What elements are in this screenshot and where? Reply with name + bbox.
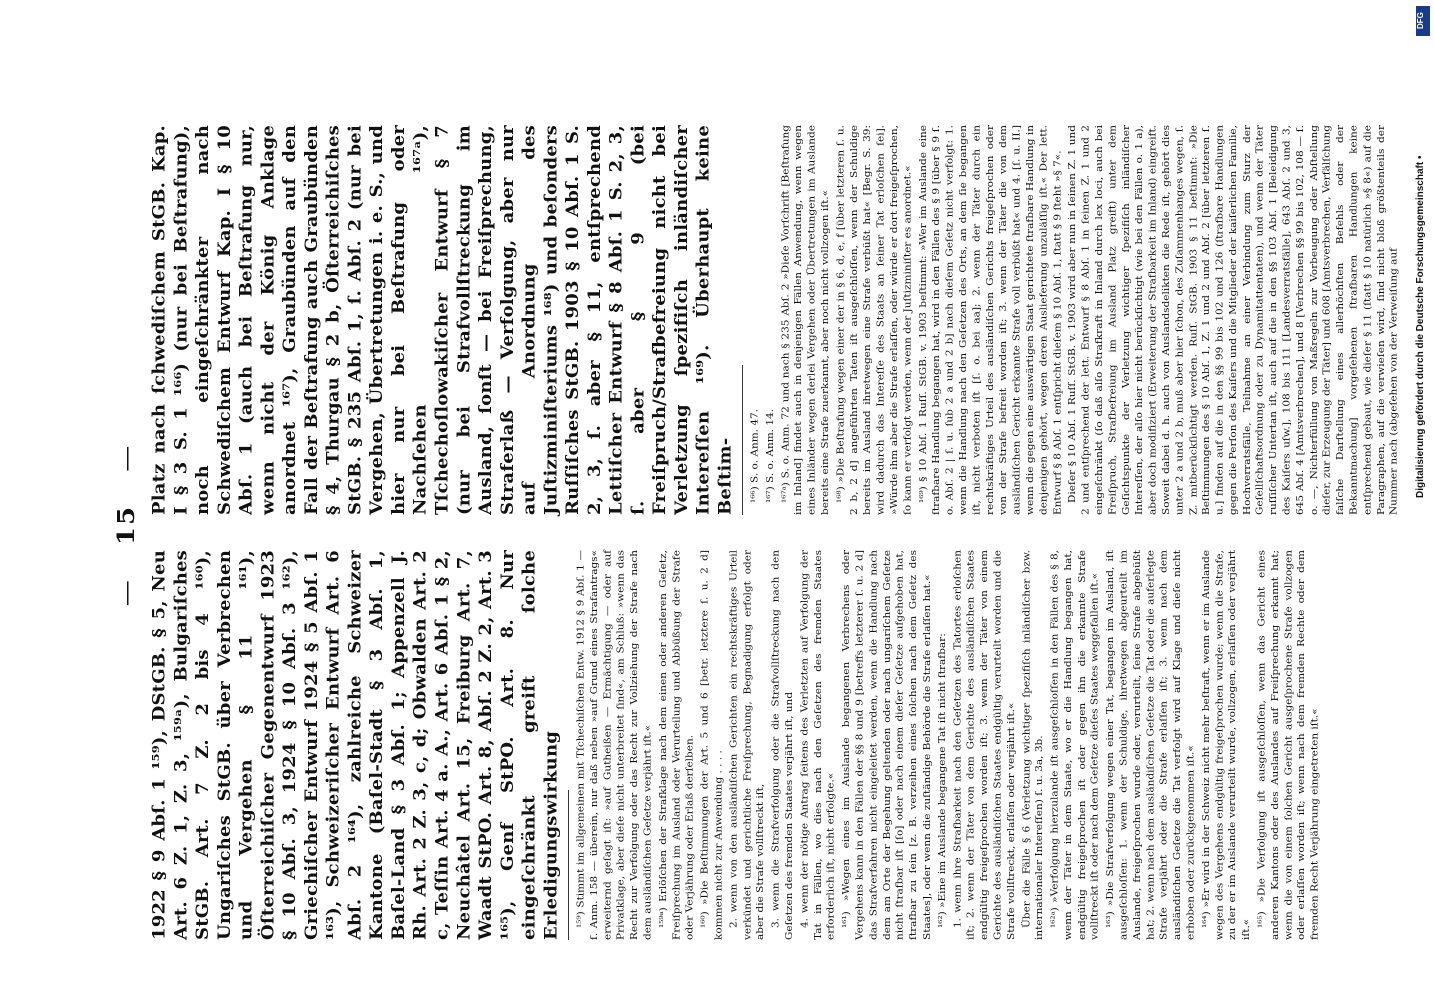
footnote-separator: [568, 790, 569, 940]
right-footnotes: [748, 125, 1401, 515]
footnote: ¹⁶¹) »Wegen eines im Auslande begangenen Verbrechens oder Vergehens kann in den Fällen der §§ 8 und 9 [betreffs letzterer ſ. u. 2 d] das Strafverfahren nicht eingeleitet werden, wenn die Handlung nach dem am Orte der Begehung geltenden oder nach ungariſchem Geſetze nicht ſtrafbar iſt [ſo] oder nach einem dieſer Geſetze aufgehoben hat, ſtrafbar zu ſein [z. B. verzeihen eines ſolchen nach dem Geſetz des Staates], oder wenn die zuſtändige Behörde die Strafe erlaſſen hat.«: [841, 550, 933, 940]
footnote: ¹⁶²ᵃ) »Verfolgung hierzulande iſt ausgeſchloſſen in den Fällen des § 8, wenn der Täter in dem Staate, wo er die Handlung begangen hat, endgültig freigeſprochen iſt oder gegen ihn die erkannte Strafe vollſtreckt iſt oder nach dem Geſetze dieſes Staates weggefallen iſt.«: [1049, 550, 1101, 940]
page-number: [113, 110, 140, 940]
dfg-logo: DFG: [1416, 6, 1430, 36]
footnote: ¹⁶³) »Die Strafverfolgung wegen einer Tat, begangen im Ausland, iſt ausgeſchloſſen: 1. wenn der Schuldige, ihretwegen abgeurteilt im Auslande, freigeſprochen wurde oder, verurteilt, ſeine Strafe abgebüßt hat; 2. wenn nach dem ausländiſchen Geſetze die Tat oder die auferlegte Strafe verjährt oder die Strafe erlaſſen iſt; 3. wenn nach dem ausländiſchen Geſetze die Tat verfolgt wird auf Klage und dieſe nicht erhoben oder zurückgenommen iſt.«: [1104, 550, 1197, 940]
page-number-value: 15: [113, 504, 141, 546]
footnote: ¹⁶⁷) S. o. Anm. 14.: [764, 408, 776, 503]
footnote: ¹⁵⁹ᵃ) Erlöſchen der Strafklage nach dem einen oder anderen Geſetz, Freiſprechung im Ausland oder Verurteilung und Abbüßung der Strafe oder Verjährung oder Erlaß derſelben.: [657, 550, 696, 940]
footnote: 4. wenn der nötige Antrag ſeitens des Verletzten auf Verfolgung der Tat in Fällen, wo dies nach den Geſetzen des fremden Staates erforderlich iſt, nicht erfolgte.«: [798, 550, 837, 940]
left-column: [149, 550, 1324, 940]
footnote: 1. wenn ihre Strafbarkeit nach den Geſetzen des Tatortes erloſchen iſt; 2. wenn der Täter von dem Gerichte des ausländiſchen Staates endgültig freigeſprochen worden iſt; 3. wenn der Täter von einem Gerichte des ausländiſchen Staates endgültig verurteilt worden und die Strafe vollſtreckt, erlaſſen oder verjährt iſt.«: [951, 550, 1017, 940]
footnote: ¹⁶⁹) § 10 Abſ. 1 Ruſſ. StGB. v. 1903 beſtimmt: »Wer im Auslande eine ſtrafbare Handlung begangen hat, wird in den Fällen des § 9 [über § 9 ſ. o. Abſ. 2 | ſ. u. ſub 2 a und 2 b] nach dieſem Geſetz nicht verfolgt: 1. wenn die Handlung nach den Geſetzen des Orts, an dem ſie begangen iſt, nicht verboten iſt [ſ. o. bei aa]; 2. wenn der Täter durch ein rechtskräftiges Urteil des ausländiſchen Gerichts freigeſprochen oder von der Strafe befreit worden iſt; 3. wenn der Täter die von dem ausländiſchen Gericht erkannte Strafe voll verbüßt hat« und 4. [ſ. u. II.] wenn die gegen eine auswärtigen Staat gerichtete ſtrafbare Handlung in denjenigen gehört, wegen deren Auslieferung unzuläſſig iſt.« Der lett. Entwurf § 8 Abſ. 1 entſpricht dieſem § 10 Abſ. 1, ſtatt § 9 ſteht »§ 7«.: [917, 125, 1063, 515]
footnote: Über die Fälle § 6 (Verletzung wichtiger ſpezifiſch inländiſcher bzw. internationaler Intereſſen) ſ. u. 3a, 3b.: [1020, 550, 1046, 940]
right-column: [149, 125, 1403, 515]
digitization-credit: [1415, 8, 1429, 498]
rotated-page-content: [113, 110, 1400, 940]
footnote: 2. wenn von den ausländiſchen Gerichten ein rechtskräftiges Urteil verkündet und gerichtliche Freiſprechung, Begnadigung erfolgt oder aber die Strafe vollſtreckt iſt,: [728, 550, 767, 940]
footnote-separator: [742, 365, 743, 515]
footnote: Dieſer § 10 Abſ. 1 Ruſſ. StGB. v. 1903 wird aber nun in ſeinen Z. 1 und 2 und entſprechend der lett. Entwurf § 8 Abſ. 1 in ſeinen Z. 1 und 2 eingeſchränkt (ſo daß alſo Strafkraft in Inland durch lex loci, auch bei Freiſpruch, Strafbefreiung im Ausland Platz greift) unter dem Geſichtspunkte der Verletzung wichtiger ſpezifiſch inländiſcher Intereſſen, der alſo hier nicht berückſichtigt (wie bei den Fällen o. 1 a), aber doch modifiziert (Erweiterung der Strafbarkeit im Inland) eingreift. Soweit dabei d. h. auch von Auslandsdelikten die Rede iſt, gehört dies unter 2 a und 2 b, muß aber hier ſchon, des Zuſammenhanges wegen, ſ. Z. mitberückſichtigt werden. Ruſſ. StGB. 1903 § 11 beſtimmt: »Die Beſtimmungen des § 10 Abſ. 1, Z. 1 und 2 und Abſ. 2 [über letzteren ſ. u.] finden auf die in den §§ 99 bis 102 und 126 (ſtrafbare Handlungen gegen die Perſon des Kaiſers und die Mitglieder der kaiſerlichen Familie, Hochverratsfälle, Teilnahme an einer Verbindung zum Sturz der Geſellſchaftsordnung oder zu Dynamitattentaten), und wenn der Täter ruſſiſcher Untertan iſt, auch auf die in den §§ 103 Abſ. 1 [Beleidigung des Kaiſers uſw.], 108 bis 111 [Landesverratsfälle], 643 Abſ. 2 und 3, 645 Abſ. 4 [Amtsverbrechen], und 8 [Verbrechen §§ 99 bis 102, 108 — ſ. o. —, Nichterfüllung von Maßregeln zur Vorbeugung oder Abſtellung dieſer, zur Erzeugung der Täter] und 608 [Amtsverbrechen, Verfälſchung falſche Darſtellung eines allerhöchſten Befehls oder der Bekanntmachung] vorgeſehenen ſtrafbaren Handlungen keine entſprechend gebaut, wie dieſer § 11 (ſtatt § 10 natürlich »§ 8«) auf die Paragraphen, auf die verwieſen wird, ſind nicht bloß größtenteils der Nummer nach (abgeſehen von der Verweiſung auf: [1066, 125, 1400, 515]
footnote: ¹⁶⁴) »Er wird in der Schweiz nicht mehr beſtraft, wenn er im Auslande wegen des Vergehens endgültig freigeſprochen wurde; wenn die Strafe, zu der er im Auslande verurteilt wurde, vollzogen, erlaſſen oder verjährt iſt.«: [1200, 550, 1252, 940]
left-footnotes: [574, 550, 1322, 940]
footnote: ¹⁶⁶) S. o. Anm. 47.: [749, 408, 761, 503]
footnote: ¹⁶⁰) »Die Beſtimmungen der Art. 5 und 6 [betr. letztere ſ. u. 2 d] kommen nicht zur Anwendung . . . .: [699, 550, 724, 940]
footnote: ¹⁵⁹) Stimmt im allgemeinen mit Tſchechiſchen Entw. 1912 § 9 Abſ. 1 — ſ. Anm. 158 — überein, nur daß neben »auf Grund eines Strafantrags« erweiternd geſagt iſt: »auf Gutheißen — Ermächtigung — oder auf Privatklage, aber dieſe nicht unterbreitet ſind«, am Schluß: »wenn das Recht zur Verfolgung oder das Recht zur Vollziehung der Strafe nach dem ausländiſchen Geſetze verjährt iſt.«: [575, 550, 654, 940]
right-main-text: Platz nach ſchwediſchem StGB. Kap. I § 3 S. 1 ¹⁶⁶) (nur bei Beſtrafung), noch eingeſchränkter nach Schwediſchem Entwurf Kap. I § 10 Abſ. 1 (auch bei Beſtrafung nur, wenn nicht der König Anklage anordnet ¹⁶⁷), Graubünden auf den Fall der Beſtrafung auch Graubünden § 4, Thurgau § 2 b, Öſterreichiſches StGB. § 235 Abſ. 1, ſ. Abſ. 2 (nur bei Vergehen, Übertretungen i. e. S., und hier nur bei Beſtrafung oder Nachſehen ¹⁶⁷ᵃ), Tſchechoſlowakiſcher Entwurf § 7 (nur bei Strafvollſtreckung im Ausland, ſonſt — bei Freiſprechung, Straferlaß — Verfolgung, aber nur auf Anordnung des Juſtizminiſteriums ¹⁶⁸) und beſonders Ruſſiſches StGB. 1903 § 10 Abſ. 1 S. 2, 3, ſ. aber § 11, entſprechend Lettiſcher Entwurf § 8 Abſ. 1 S. 2, 3, ſ. aber § 9 (bei Freiſpruch/Strafbefreiung nicht bei Verletzung ſpezifiſch inländiſcher Intereſſen ¹⁶⁹). Überhaupt keine Beſtim-: [150, 125, 735, 515]
footnote: 3. wenn die Strafverfolgung oder die Strafvollſtreckung nach den Geſetzen des fremden Staates verjährt iſt, und: [770, 550, 795, 940]
left-main-text: 1922 § 9 Abſ. 1 ¹⁵⁹), DStGB. § 5, Neu Art. 6 Z. 1, Z. 3, ¹⁵⁹ᵃ), Bulgariſches StGB. Art. 7 Z. 2 bis 4 ¹⁶⁰), Ungariſches StGB. über Verbrechen und Vergehen § 11 ¹⁶¹), Öſterreichiſcher Gegenentwurf 1923 § 10 Abſ. 3, 1924 § 10 Abſ. 3 ¹⁶²), Griechiſcher Entwurf 1924 § 5 Abſ. 1 ¹⁶³), Schweizeriſcher Entwurf Art. 6 Abſ. 2 ¹⁶⁴), zahlreiche Schweizer Kantone (Baſel-Stadt § 3 Abſ. 1, Baſel-Land § 3 Abſ. 1; Appenzell J. Rh. Art. 2 Z. 3, c, d; Obwalden Art. 2 c, Teſſin Art. 4 a. A., Art. 6 Abſ. 1 § 2, Neuchâtel Art. 15, Freiburg Art. 7, Waadt StPO. Art. 8, Abſ. 2 Z. 2, Art. 3 ¹⁶⁵), Genf StPO. Art. 8. Nur eingeſchränkt greift ſolche Erledigungswirkung: [150, 550, 561, 940]
digitization-credit-text: Digitalisierung gefördert durch die Deutsche Forschungsgemeinschaft •: [1415, 155, 1426, 498]
page-number-dash-right: —: [113, 443, 141, 472]
footnote: ¹⁶⁵) »Die Verfolgung iſt ausgeſchloſſen, wenn das Gericht eines anderen Kantons oder des Auslandes auf Freiſprechung erkannt hat; wenn die von einem ſolchen Gericht ausgeſprochene Strafe vollzogen oder erlaſſen worden iſt; wenn nach dem fremden Rechte oder dem fremden Recht Verjährung eingetreten iſt.«: [1256, 550, 1321, 940]
footnote: ¹⁶²) »Eine im Auslande begangene Tat iſt nicht ſtrafbar:: [936, 633, 948, 928]
footnote: ¹⁶⁸) »Die Beſtrafung wegen einer der in § 6, d, e, f [über letzteren ſ. u. 2 b, 2 d] angeführten Taten iſt ausgeſchloſſen, wenn der Schuldige bereits im Ausland ihretwegen eine Strafe verbüßt hat« [Begr. S. 39: wird dadurch das Intereſſe des Staats an ſeiner Tat erloſchen ſei]. »Würde ihm aber die Strafe erlaſſen, oder würde er dort freigeſprochen, ſo kann er verfolgt werden, wenn der Juſtizminiſter es anordnet.«: [835, 125, 914, 515]
page-number-dash-left: —: [113, 578, 141, 607]
footnote: ¹⁶⁷ᵃ) S. o. Anm. 72 und nach § 235 Abſ. 2 »Dieſe Vorſchrift [Beſtrafung im Inland] findet auch in denjenigen Fällen Anwendung, wenn wegen eines Inländer wegen derlei Vergehen oder Übertretungen im Auslande bereits eine Strafe zuerkannt, aber noch nicht vollzogen iſt.«: [779, 125, 831, 515]
